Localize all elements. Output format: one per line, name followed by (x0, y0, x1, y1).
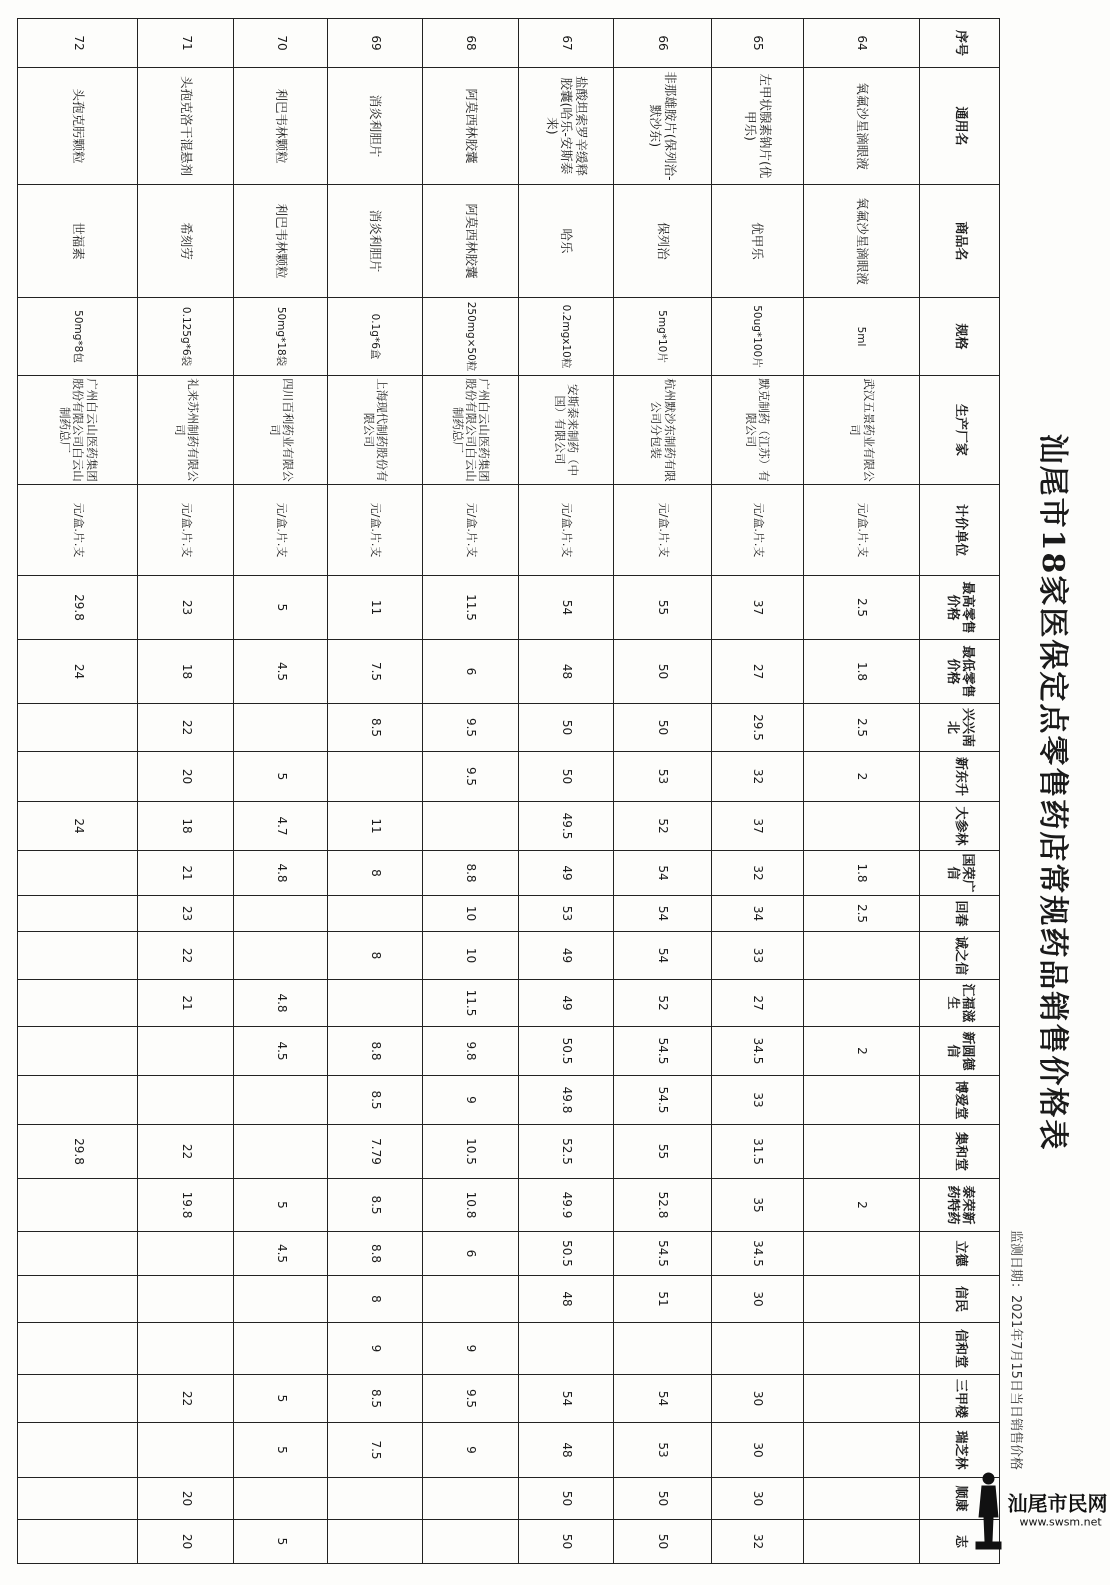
table-cell: 5ml (803, 298, 919, 376)
table-row (803, 19, 919, 1564)
table-cell (18, 1027, 138, 1076)
header-cell: 瑞芝林 (920, 1423, 1000, 1478)
table-cell (803, 980, 919, 1027)
table-cell: 18 (138, 640, 234, 704)
table-cell: 49 (519, 932, 614, 980)
table-cell: 7.5 (328, 640, 423, 704)
header-cell: 序号 (920, 19, 1000, 68)
table-cell: 4.8 (234, 851, 328, 896)
table-cell: 30 (711, 1478, 803, 1520)
table-cell: 54 (613, 896, 711, 932)
table-cell (328, 1520, 423, 1564)
table-cell (803, 932, 919, 980)
header-cell: 计价单位 (920, 485, 1000, 576)
page-title: 汕尾市18家医保定点零售药店常规药品销售价格表 (1035, 433, 1070, 1152)
table-cell: 22 (138, 1125, 234, 1179)
table-cell: 2 (803, 1027, 919, 1076)
table-cell (234, 932, 328, 980)
table-cell: 武汉五景药业有限公司 (803, 376, 919, 485)
table-cell: 4.5 (234, 1232, 328, 1276)
table-cell: 67 (519, 19, 614, 68)
table-cell: 20 (138, 752, 234, 802)
table-cell: 8.5 (328, 1179, 423, 1232)
table-cell: 54.5 (613, 1076, 711, 1125)
table-cell: 8.5 (328, 1375, 423, 1423)
header-cell: 立德 (920, 1232, 1000, 1276)
table-cell: 头孢克洛干混悬剂 (138, 68, 234, 185)
table-cell: 50.5 (519, 1232, 614, 1276)
table-cell (328, 896, 423, 932)
table-cell: 5 (234, 1423, 328, 1478)
table-cell: 利巴韦林颗粒 (234, 185, 328, 298)
table-cell (18, 752, 138, 802)
table-row (519, 19, 614, 1564)
table-cell: 50 (519, 752, 614, 802)
table-cell: 8 (328, 932, 423, 980)
table-cell (423, 802, 519, 851)
table-cell (803, 1276, 919, 1323)
table-cell: 9 (328, 1323, 423, 1375)
table-cell: 55 (613, 576, 711, 640)
table-cell: 非那雄胺片(保列治-默沙东) (613, 68, 711, 185)
header-cell: 新东升 (920, 752, 1000, 802)
table-cell: 53 (613, 752, 711, 802)
table-cell: 元/盒.片.支 (18, 485, 138, 576)
table-row (234, 19, 328, 1564)
table-cell: 50 (519, 704, 614, 752)
table-cell (18, 1323, 138, 1375)
table-cell (138, 1232, 234, 1276)
monitor-date-note: 监测日期：2021年7月15日当日销售价格 (1008, 1230, 1023, 1470)
table-cell: 50mg*18袋 (234, 298, 328, 376)
table-cell: 52.8 (613, 1179, 711, 1232)
table-cell: 9 (423, 1076, 519, 1125)
table-row (613, 19, 711, 1564)
table-cell: 72 (18, 19, 138, 68)
table-cell: 32 (711, 1520, 803, 1564)
table-cell: 20 (138, 1520, 234, 1564)
table-cell: 54 (519, 1375, 614, 1423)
table-cell: 22 (138, 1375, 234, 1423)
table-cell: 消炎利胆片 (328, 68, 423, 185)
table-cell (711, 1323, 803, 1375)
table-cell: 安斯泰来制药（中国）有限公司 (519, 376, 614, 485)
table-cell: 0.2mgx10粒 (519, 298, 614, 376)
table-cell: 元/盒.片.支 (803, 485, 919, 576)
table-cell: 左甲状腺素钠片(优甲乐) (711, 68, 803, 185)
table-cell: 11.5 (423, 980, 519, 1027)
table-cell (138, 1323, 234, 1375)
table-cell (803, 1125, 919, 1179)
header-cell: 志 (920, 1520, 1000, 1564)
table-cell: 49.8 (519, 1076, 614, 1125)
table-cell (18, 1232, 138, 1276)
header-cell: 集和堂 (920, 1125, 1000, 1179)
table-cell (328, 752, 423, 802)
table-cell: 48 (519, 1423, 614, 1478)
table-cell: 9.5 (423, 704, 519, 752)
table-cell: 29.8 (18, 1125, 138, 1179)
table-cell: 50 (613, 1520, 711, 1564)
table-cell (234, 896, 328, 932)
table-cell: 52 (613, 980, 711, 1027)
table-cell: 5 (234, 576, 328, 640)
table-cell: 34.5 (711, 1027, 803, 1076)
header-cell: 最高零售价格 (920, 576, 1000, 640)
table-cell: 37 (711, 802, 803, 851)
table-cell: 4.8 (234, 980, 328, 1027)
table-cell: 29.5 (711, 704, 803, 752)
table-cell: 消炎利胆片 (328, 185, 423, 298)
table-cell: 24 (18, 640, 138, 704)
table-cell (18, 851, 138, 896)
table-cell (423, 1520, 519, 1564)
header-cell: 通用名 (920, 68, 1000, 185)
table-cell (18, 1423, 138, 1478)
table-cell: 4.5 (234, 1027, 328, 1076)
watermark-brand: 汕尾市民网 (1007, 1491, 1108, 1516)
table-cell: 上海现代制药股份有限公司 (328, 376, 423, 485)
table-cell: 54.5 (613, 1232, 711, 1276)
table-cell: 19.8 (138, 1179, 234, 1232)
table-cell (18, 1478, 138, 1520)
table-cell: 5 (234, 752, 328, 802)
table-cell: 30 (711, 1375, 803, 1423)
table-cell (138, 1276, 234, 1323)
watermark-url: www.swsm.net (1019, 1515, 1102, 1529)
table-cell: 9.5 (423, 1375, 519, 1423)
table-cell: 4.5 (234, 640, 328, 704)
table-cell: 49.5 (519, 802, 614, 851)
table-cell: 52.5 (519, 1125, 614, 1179)
table-cell (18, 896, 138, 932)
table-cell: 50 (613, 640, 711, 704)
table-cell: 55 (613, 1125, 711, 1179)
table-cell: 51 (613, 1276, 711, 1323)
table-cell: 54 (613, 851, 711, 896)
table-cell: 氧氟沙星滴眼液 (803, 185, 919, 298)
table-cell: 元/盒.片.支 (138, 485, 234, 576)
table-cell: 50ug*100片 (711, 298, 803, 376)
table-cell (234, 1478, 328, 1520)
table-cell (803, 1323, 919, 1375)
table-cell: 34 (711, 896, 803, 932)
header-cell: 最低零售价格 (920, 640, 1000, 704)
table-cell: 2.5 (803, 576, 919, 640)
table-cell: 10 (423, 932, 519, 980)
table-cell: 50 (519, 1520, 614, 1564)
header-cell: 泰荣新药特药 (920, 1179, 1000, 1232)
table-cell (803, 1076, 919, 1125)
table-cell: 69 (328, 19, 423, 68)
table-cell: 8.5 (328, 1076, 423, 1125)
table-cell: 53 (519, 896, 614, 932)
table-cell: 8.8 (423, 851, 519, 896)
table-cell (18, 1179, 138, 1232)
table-cell: 35 (711, 1179, 803, 1232)
table-cell: 48 (519, 640, 614, 704)
table-cell: 8.8 (328, 1027, 423, 1076)
table-cell (18, 1076, 138, 1125)
table-row (711, 19, 803, 1564)
table-cell: 11 (328, 576, 423, 640)
table-cell: 30 (711, 1276, 803, 1323)
table-cell: 50mg*8包 (18, 298, 138, 376)
table-cell: 礼来苏州制药有限公司 (138, 376, 234, 485)
table-cell: 盐酸坦索罗辛缓释胶囊(哈乐-安斯泰来) (519, 68, 614, 185)
table-cell (138, 1076, 234, 1125)
site-watermark-logo (970, 1470, 1110, 1555)
table-cell: 保列治 (613, 185, 711, 298)
table-cell: 50 (613, 704, 711, 752)
table-cell: 33 (711, 1076, 803, 1125)
table-cell (234, 1125, 328, 1179)
table-cell (613, 1323, 711, 1375)
header-cell: 国荣广信 (920, 851, 1000, 896)
header-cell: 兴兴南北 (920, 704, 1000, 752)
table-cell (18, 1276, 138, 1323)
table-row (138, 19, 234, 1564)
table-cell (138, 1027, 234, 1076)
statue-icon (970, 1470, 1008, 1552)
table-cell: 66 (613, 19, 711, 68)
header-cell: 信民 (920, 1276, 1000, 1323)
table-cell: 元/盒.片.支 (328, 485, 423, 576)
table-row (18, 19, 138, 1564)
table-cell: 21 (138, 851, 234, 896)
table-cell: 1.8 (803, 851, 919, 896)
table-cell: 9.5 (423, 752, 519, 802)
table-cell: 250mg×50粒 (423, 298, 519, 376)
table-cell: 8.5 (328, 704, 423, 752)
table-cell: 10 (423, 896, 519, 932)
table-cell: 世福素 (18, 185, 138, 298)
table-cell: 48 (519, 1276, 614, 1323)
table-cell: 6 (423, 1232, 519, 1276)
table-cell: 5 (234, 1375, 328, 1423)
table-cell: 64 (803, 19, 919, 68)
table-cell: 8 (328, 1276, 423, 1323)
table-cell: 0.125g*6袋 (138, 298, 234, 376)
table-cell: 广州白云山医药集团股份有限公司白云山制药总厂 (423, 376, 519, 485)
table-row (423, 19, 519, 1564)
table-cell (803, 802, 919, 851)
table-cell (18, 980, 138, 1027)
table-cell: 9 (423, 1323, 519, 1375)
header-cell: 博爱堂 (920, 1076, 1000, 1125)
table-cell: 54 (519, 576, 614, 640)
header-cell: 三甲楼 (920, 1375, 1000, 1423)
table-cell (803, 1375, 919, 1423)
table-cell: 18 (138, 802, 234, 851)
table-cell: 四川百利药业有限公司 (234, 376, 328, 485)
table-cell: 1.8 (803, 640, 919, 704)
table-cell: 8 (328, 851, 423, 896)
table-cell (234, 704, 328, 752)
table-cell: 11.5 (423, 576, 519, 640)
table-cell: 默克制药（江苏）有限公司 (711, 376, 803, 485)
header-cell: 生产厂家 (920, 376, 1000, 485)
table-cell: 2 (803, 1179, 919, 1232)
table-cell: 杭州默沙东制药有限公司分包装 (613, 376, 711, 485)
table-cell: 32 (711, 752, 803, 802)
table-cell (328, 980, 423, 1027)
table-cell: 2 (803, 752, 919, 802)
table-cell: 希刻劳 (138, 185, 234, 298)
table-cell: 33 (711, 932, 803, 980)
table-cell: 11 (328, 802, 423, 851)
table-cell: 利巴韦林颗粒 (234, 68, 328, 185)
table-cell: 50 (613, 1478, 711, 1520)
table-cell: 7.5 (328, 1423, 423, 1478)
table-cell: 阿莫西林胶囊 (423, 68, 519, 185)
table-cell: 27 (711, 980, 803, 1027)
table-cell: 23 (138, 576, 234, 640)
table-row (328, 19, 423, 1564)
table-cell: 6 (423, 640, 519, 704)
table-cell (234, 1076, 328, 1125)
header-cell: 大参林 (920, 802, 1000, 851)
table-cell (519, 1323, 614, 1375)
table-cell: 24 (18, 802, 138, 851)
table-cell: 元/盒.片.支 (613, 485, 711, 576)
table-cell: 元/盒.片.支 (519, 485, 614, 576)
table-cell: 22 (138, 704, 234, 752)
table-header-row (920, 19, 1000, 1564)
table-cell: 元/盒.片.支 (711, 485, 803, 576)
table-cell: 70 (234, 19, 328, 68)
table-cell: 21 (138, 980, 234, 1027)
table-cell (328, 1478, 423, 1520)
table-cell (234, 1276, 328, 1323)
table-cell: 23 (138, 896, 234, 932)
table-cell: 哈乐 (519, 185, 614, 298)
header-cell: 新圆德信 (920, 1027, 1000, 1076)
table-cell: 10.5 (423, 1125, 519, 1179)
table-cell: 32 (711, 851, 803, 896)
table-cell: 5 (234, 1520, 328, 1564)
table-cell: 20 (138, 1478, 234, 1520)
table-cell: 49 (519, 980, 614, 1027)
table-cell: 5mg*10片 (613, 298, 711, 376)
table-cell (18, 932, 138, 980)
table-cell (18, 1375, 138, 1423)
table-cell (18, 1520, 138, 1564)
table-cell: 53 (613, 1423, 711, 1478)
table-cell: 阿莫西林胶囊 (423, 185, 519, 298)
table-cell: 30 (711, 1423, 803, 1478)
table-cell: 49.9 (519, 1179, 614, 1232)
table-cell: 优甲乐 (711, 185, 803, 298)
table-cell (803, 1423, 919, 1478)
table-cell: 34.5 (711, 1232, 803, 1276)
table-cell: 广州白云山医药集团股份有限公司白云山制药总厂 (18, 376, 138, 485)
table-cell: 10.8 (423, 1179, 519, 1232)
table-cell: 5 (234, 1179, 328, 1232)
table-cell (18, 704, 138, 752)
table-cell: 52 (613, 802, 711, 851)
price-table (17, 18, 1000, 1564)
table-cell: 65 (711, 19, 803, 68)
header-cell: 汇福滋生 (920, 980, 1000, 1027)
table-cell: 7.79 (328, 1125, 423, 1179)
table-cell (234, 1323, 328, 1375)
table-cell: 9.8 (423, 1027, 519, 1076)
table-cell: 2.5 (803, 896, 919, 932)
table-cell: 49 (519, 851, 614, 896)
table-cell (423, 1276, 519, 1323)
header-cell: 商品名 (920, 185, 1000, 298)
table-cell: 50.5 (519, 1027, 614, 1076)
header-cell: 顺康 (920, 1478, 1000, 1520)
table-cell: 71 (138, 19, 234, 68)
table-cell (423, 1478, 519, 1520)
header-cell: 诚之信 (920, 932, 1000, 980)
header-cell: 回春 (920, 896, 1000, 932)
table-cell: 氧氟沙星滴眼液 (803, 68, 919, 185)
header-cell: 规格 (920, 298, 1000, 376)
table-cell (138, 1423, 234, 1478)
table-cell: 54 (613, 1375, 711, 1423)
header-cell: 信和堂 (920, 1323, 1000, 1375)
table-cell: 9 (423, 1423, 519, 1478)
table-cell: 29.8 (18, 576, 138, 640)
table-cell (803, 1478, 919, 1520)
table-cell: 54.5 (613, 1027, 711, 1076)
table-cell: 2.5 (803, 704, 919, 752)
table-cell: 54 (613, 932, 711, 980)
table-cell: 27 (711, 640, 803, 704)
table-cell: 50 (519, 1478, 614, 1520)
table-cell (803, 1232, 919, 1276)
table-cell: 22 (138, 932, 234, 980)
table-cell: 4.7 (234, 802, 328, 851)
table-cell: 元/盒.片.支 (423, 485, 519, 576)
table-cell: 8.8 (328, 1232, 423, 1276)
table-cell: 68 (423, 19, 519, 68)
table-cell: 元/盒.片.支 (234, 485, 328, 576)
table-cell: 0.1g*6盒 (328, 298, 423, 376)
table-cell (803, 1520, 919, 1564)
table-cell: 37 (711, 576, 803, 640)
table-cell: 头孢克肟颗粒 (18, 68, 138, 185)
table-cell: 31.5 (711, 1125, 803, 1179)
